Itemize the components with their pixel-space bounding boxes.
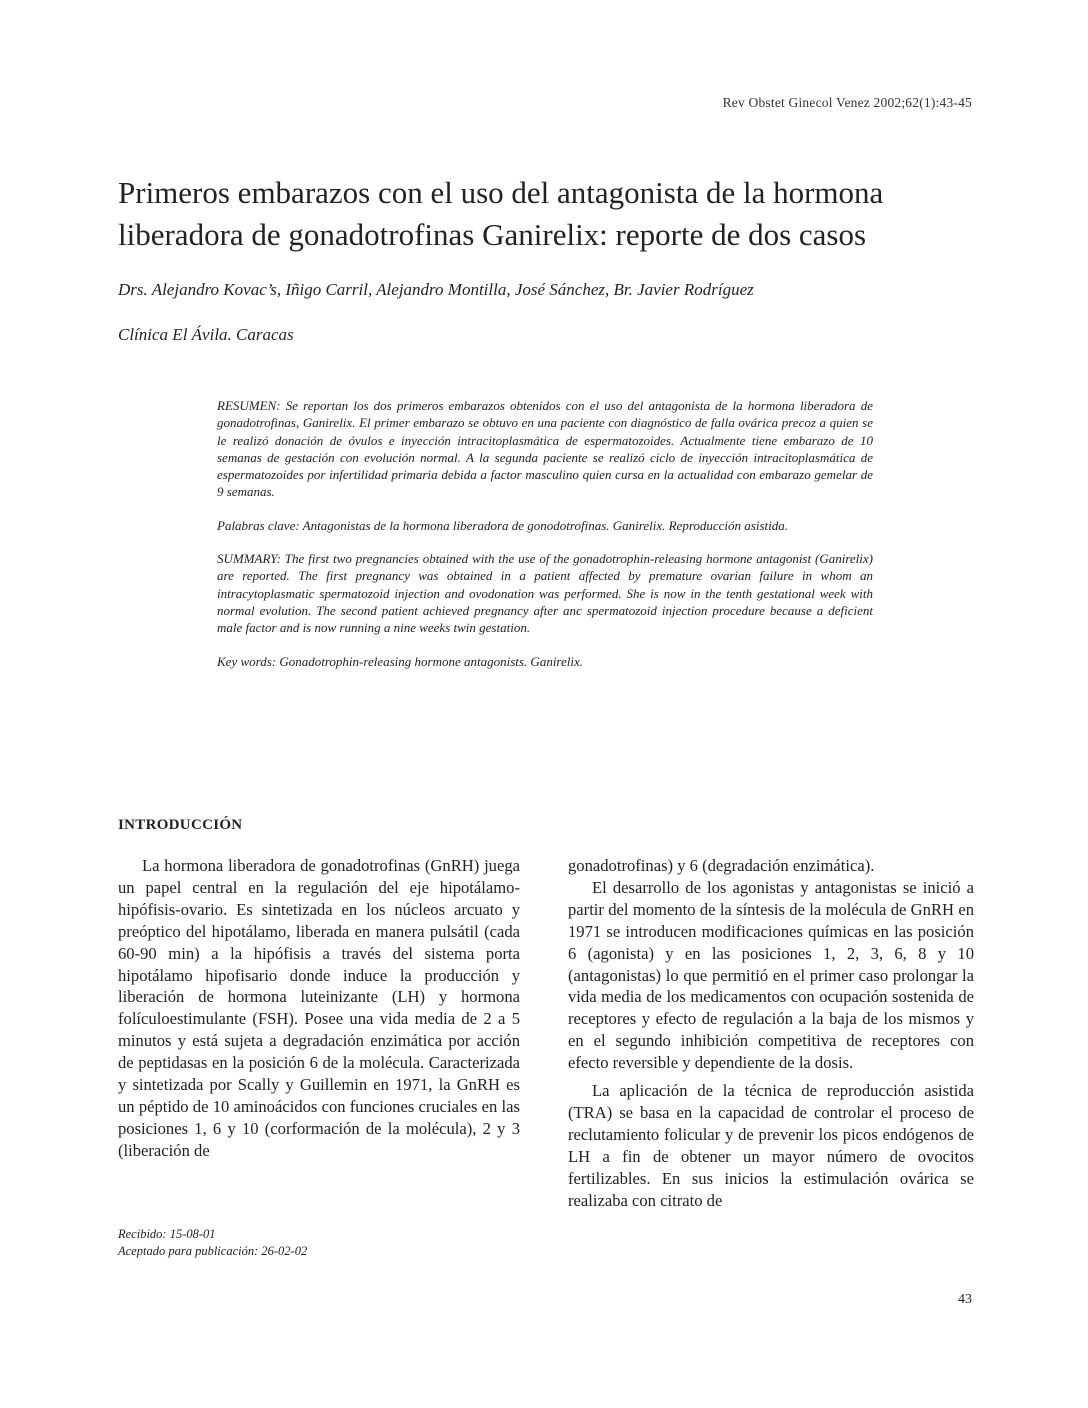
intro-paragraph-3: La aplicación de la técnica de reproducción asistida (TRA) se basa en la capacidad de controlar el proceso de reclutamiento folicular y de prevenir los picos endógenos de LH a fin de obtener un mayor número de ovocitos fertilizables. En sus inicios la estimulación ovárica se realizaba con citrato de bbox=[568, 1081, 974, 1210]
left-column bbox=[118, 855, 520, 1162]
intro-paragraph-1-continuation: gonadotrofinas) y 6 (degradación enzimática). bbox=[568, 856, 875, 875]
palabras-clave: Palabras clave: Antagonistas de la hormona liberadora de gonodotrofinas. Ganirelix. Reproducción asistida. bbox=[217, 517, 788, 533]
abstract-section bbox=[217, 397, 873, 686]
intro-paragraph-2: El desarrollo de los agonistas y antagonistas se inició a partir del momento de la síntesis de la molécula de GnRH en 1971 se introducen modificaciones químicas en las posición 6 (agonista) y en las posiciones 1, 2, 3, 6, 8 y 10 (antagonistas) lo que permitió en el primer caso prolongar la vida media de los medicamentos con ocupación sostenida de receptores y efecto de regulación a la baja de los mismos y en el segundo inhibición competitiva de receptores con efecto reversible y dependiente de la dosis. bbox=[568, 877, 974, 1073]
article-title: Primeros embarazos con el uso del antagonista de la hormona liberadora de gonadotrofinas Ganirelix: reporte de dos casos bbox=[118, 175, 884, 252]
journal-citation: Rev Obstet Ginecol Venez 2002;62(1):43-45 bbox=[722, 95, 972, 110]
received-dates bbox=[118, 1226, 307, 1260]
summary-paragraph: SUMMARY: The first two pregnancies obtained with the use of the gonadotrophin-releasing hormone antagonist (Ganirelix) are reported. The first pregnancy was obtained in a patient affected by premature ovarian failure in whom an intracytoplasmatic spermatozoid injection and ovodonation was performed. She is now in the tenth gestational week with normal evolution. The second patient achieved pregnancy after anc spermatozoid injection procedure because a deficient male factor and is now running a nine weeks twin gestation. bbox=[217, 551, 873, 636]
resumen-paragraph: RESUMEN: Se reportan los dos primeros embarazos obtenidos con el uso del antagonista de la hormona liberadora de gonadotrofinas, Ganirelix. El primer embarazo se obtuvo en una paciente con diagnóstico de falla ovárica precoz a quien se le realizó donación de óvulos e inyección intracitoplasmática de espermatozoides. Actualmente tiene embarazo de 10 semanas de gestación con evolución normal. A la segunda paciente se realizó ciclo de inyección intracitoplasmática de espermatozoides por infertilidad primaria debida a factor masculino quien cursa en la actualidad con embarazo gemelar de 9 semanas. bbox=[217, 398, 873, 500]
key-words: Key words: Gonadotrophin-releasing hormone antagonists. Ganirelix. bbox=[217, 653, 584, 669]
intro-paragraph-1: La hormona liberadora de gonadotrofinas (GnRH) juega un papel central en la regulación del eje hipotálamo-hipófisis-ovario. Es sintetizada en los núcleos arcuato y preóptico del hipotálamo, liberada en manera pulsátil (cada 60-90 min) a la hipófisis a través del sistema porta hipotálamo hipofisario donde induce la producción y liberación de hormona luteinizante (LH) y hormona folículoestimulante (FSH). Posee una vida media de 2 a 5 minutos y está sujeta a degradación enzimática por acción de peptidasas en la posición 6 de la molécula. Caracterizada y sintetizada por Scally y Guillemin en 1971, la GnRH es un péptido de 10 aminoácidos con funciones cruciales en las posiciones 1, 6 y 10 (corformación de la molécula), 2 y 3 (liberación de bbox=[118, 856, 520, 1160]
page-number: 43 bbox=[958, 1292, 972, 1307]
right-column bbox=[568, 855, 974, 1212]
accepted-date: Aceptado para publicación: 26-02-02 bbox=[118, 1244, 308, 1258]
received-date: Recibido: 15-08-01 bbox=[118, 1227, 216, 1241]
author-list: Drs. Alejandro Kovac’s, Iñigo Carril, Alejandro Montilla, José Sánchez, Br. Javier Rodríguez bbox=[118, 280, 754, 299]
section-heading-introduccion: INTRODUCCIÓN bbox=[118, 817, 243, 833]
affiliation: Clínica El Ávila. Caracas bbox=[118, 325, 294, 344]
